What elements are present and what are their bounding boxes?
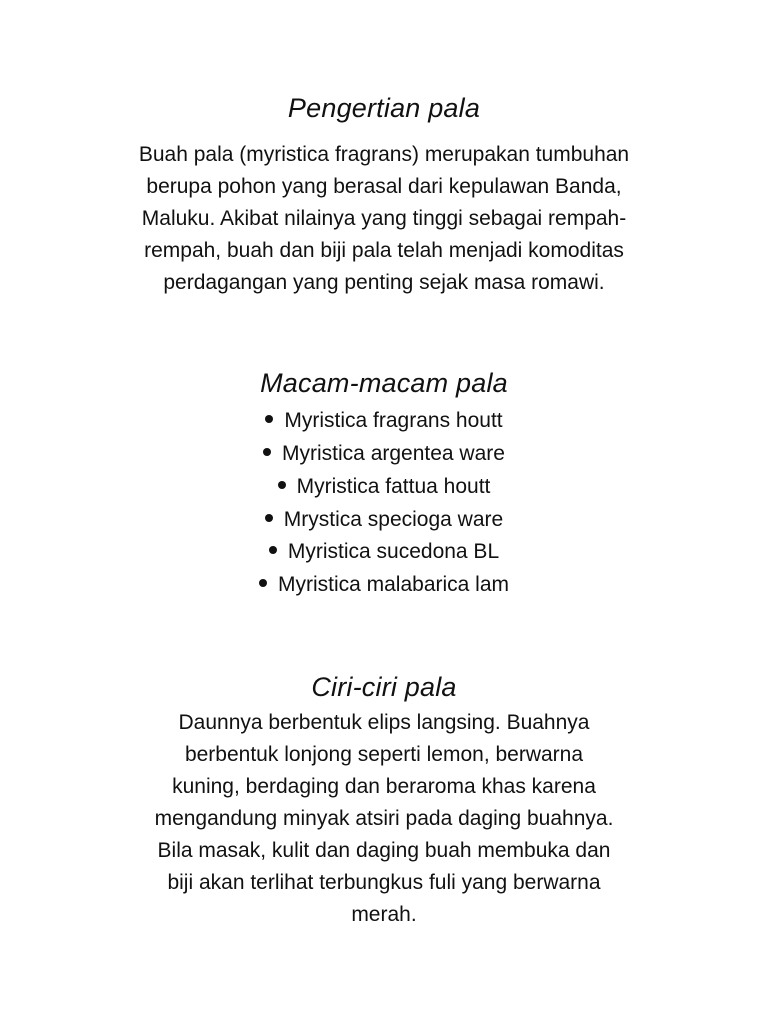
ciri-line-5: Bila masak, kulit dan daging buah membuka dan [157, 839, 611, 862]
heading-macam-macam-pala: Macam-macam pala [260, 368, 508, 398]
list-item-label: Myristica argentea ware [282, 442, 505, 465]
list-item [0, 471, 768, 503]
list-item [0, 438, 768, 470]
pengertian-line-1: Buah pala (myristica fragrans) merupakan tumbuhan [138, 143, 630, 166]
bullet-icon [278, 481, 286, 489]
ciri-line-6: biji akan terlihat terbungkus fuli yang berwarna [167, 871, 601, 894]
ciri-line-3: kuning, berdaging dan beraroma khas karena [172, 775, 596, 798]
bullet-icon [265, 415, 273, 423]
list-item-label: Myristica fragrans houtt [284, 409, 503, 432]
ciri-line-1: Daunnya berbentuk elips langsing. Buahnya [178, 711, 590, 734]
bullet-icon [269, 546, 277, 554]
bullet-icon [259, 579, 267, 587]
list-item [0, 536, 768, 568]
ciri-line-2: berbentuk lonjong seperti lemon, berwarna [184, 743, 584, 766]
heading-ciri-ciri-pala: Ciri-ciri pala [311, 672, 457, 702]
pengertian-line-5: perdagangan yang penting sejak masa romawi. [163, 271, 605, 294]
pengertian-line-4: rempah, buah dan biji pala telah menjadi komoditas [144, 239, 624, 262]
bullet-icon [263, 448, 271, 456]
list-item-label: Mrystica specioga ware [283, 508, 504, 531]
ciri-line-7: merah. [351, 903, 417, 926]
list-item-label: Myristica fattua houtt [296, 475, 491, 498]
heading-pengertian-pala: Pengertian pala [287, 93, 481, 123]
list-item-label: Myristica malabarica lam [277, 573, 510, 596]
ciri-line-4: mengandung minyak atsiri pada daging buahnya. [154, 807, 614, 830]
pengertian-line-3: Maluku. Akibat nilainya yang tinggi sebagai rempah- [141, 207, 627, 230]
list-item [0, 569, 768, 601]
list-item-label: Myristica sucedona BL [287, 540, 500, 563]
list-item [0, 504, 768, 536]
list-item [0, 405, 768, 437]
pengertian-line-2: berupa pohon yang berasal dari kepulawan Banda, [146, 175, 622, 198]
bullet-icon [265, 514, 273, 522]
